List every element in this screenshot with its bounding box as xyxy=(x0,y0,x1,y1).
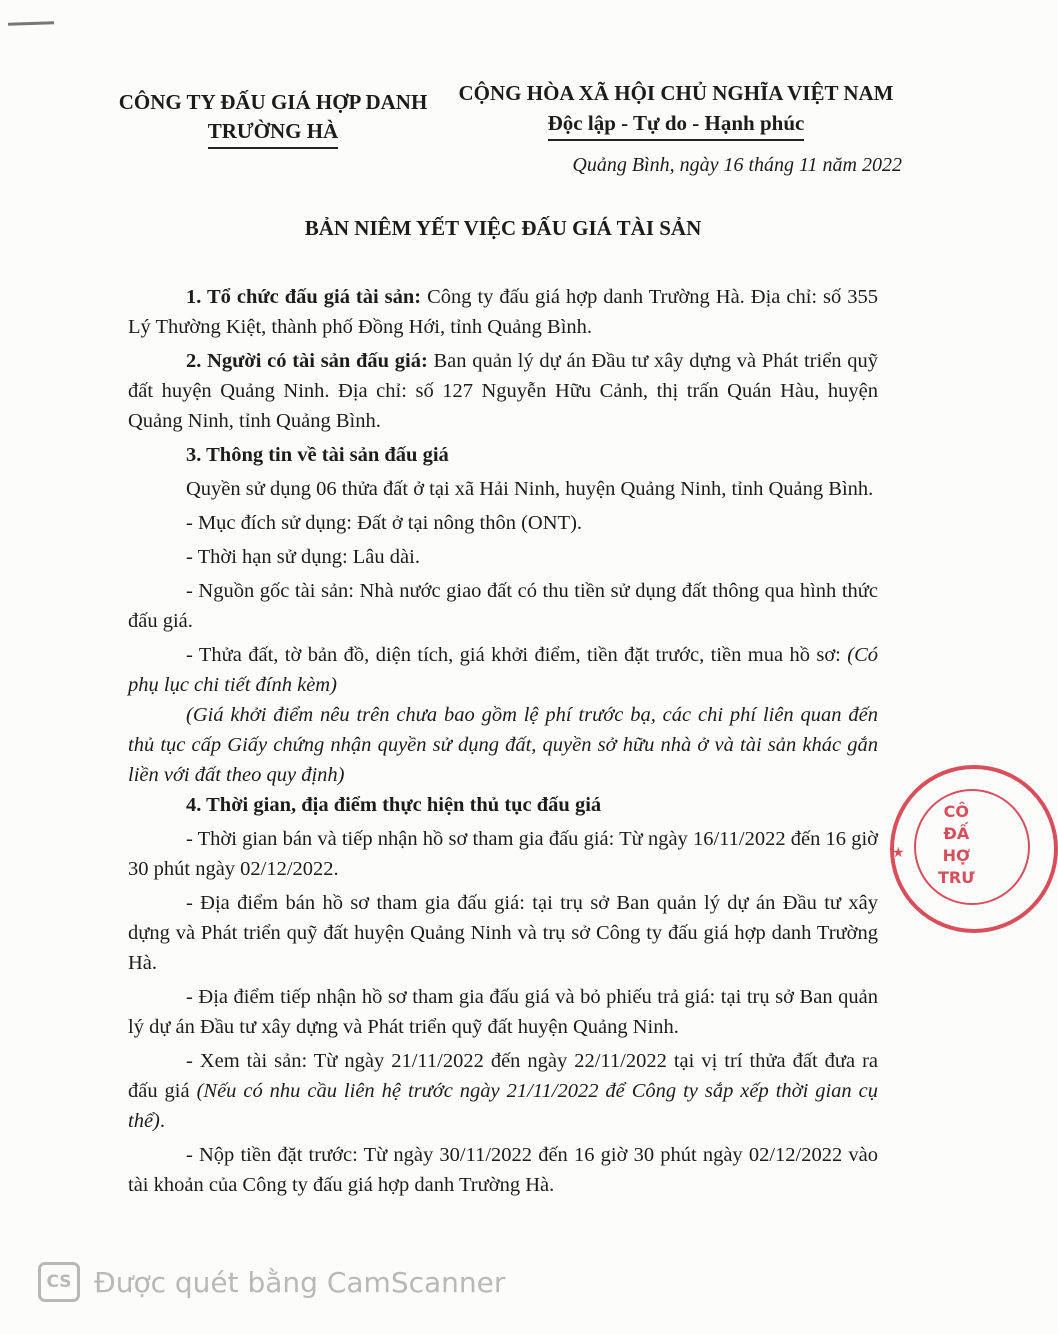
document-body xyxy=(128,282,878,1200)
seal-text-line: ĐẤ xyxy=(943,824,970,843)
section-3-plots-note: (Có phụ lục chi tiết đính kèm) xyxy=(128,644,878,696)
document-date: Quảng Bình, ngày 16 tháng 11 năm 2022 xyxy=(572,154,902,176)
section-4-receive-place: - Địa điểm tiếp nhận hồ sơ tham gia đấu giá và bỏ phiếu trả giá: tại trụ sở Ban quản lý dự án Đầu tư xây dựng và Phát triển quỹ đất huyện Quảng Ninh. xyxy=(128,986,878,1038)
national-motto: Độc lập - Tự do - Hạnh phúc xyxy=(548,108,805,141)
section-4-view xyxy=(128,1046,878,1136)
section-4-sale-time: - Thời gian bán và tiếp nhận hồ sơ tham gia đấu giá: Từ ngày 16/11/2022 đến 16 giờ 30 phút ngày 02/12/2022. xyxy=(128,828,878,880)
scanner-watermark xyxy=(38,1262,505,1302)
section-3-purpose: - Mục đích sử dụng: Đất ở tại nông thôn (ONT). xyxy=(186,512,583,534)
section-1 xyxy=(128,282,878,342)
seal-text xyxy=(938,801,975,889)
seal-star-icon: ★ xyxy=(892,846,905,861)
section-3-intro: Quyền sử dụng 06 thửa đất ở tại xã Hải Ninh, huyện Quảng Ninh, tỉnh Quảng Bình. xyxy=(186,478,874,500)
seal-text-line: TRƯ xyxy=(938,868,975,887)
section-2-heading: 2. Người có tài sản đấu giá: xyxy=(186,350,428,372)
national-title: CỘNG HÒA XÃ HỘI CHỦ NGHĨA VIỆT NAM xyxy=(458,81,894,105)
section-3-origin: - Nguồn gốc tài sản: Nhà nước giao đất có thu tiền sử dụng đất thông qua hình thức đấu giá. xyxy=(128,580,878,632)
section-4-heading: 4. Thời gian, địa điểm thực hiện thủ tục đấu giá xyxy=(186,794,602,816)
section-1-heading: 1. Tổ chức đấu giá tài sản: xyxy=(186,286,422,308)
section-4-sale-place: - Địa điểm bán hồ sơ tham gia đấu giá: tại trụ sở Ban quản lý dự án Đầu tư xây dựng và Phát triển quỹ đất huyện Quảng Ninh và trụ sở Công ty đấu giá hợp danh Trường Hà. xyxy=(128,892,878,974)
seal-text-line: CÔ xyxy=(943,802,969,821)
scan-mark xyxy=(8,21,54,26)
section-3-term: - Thời hạn sử dụng: Lâu dài. xyxy=(186,546,420,568)
section-4-view-note: (Nếu có nhu cầu liên hệ trước ngày 21/11/2022 để Công ty sắp xếp thời gian cụ thể) xyxy=(128,1080,878,1132)
section-3-price-note: (Giá khởi điểm nêu trên chưa bao gồm lệ phí trước bạ, các chi phí liên quan đến thủ tục cấp Giấy chứng nhận quyền sử dụng đất, quyền sở hữu nhà ở và tài sản khác gắn liền với đất theo quy định) xyxy=(128,704,878,786)
seal-text-line: HỢ xyxy=(942,846,970,865)
national-header xyxy=(446,78,906,141)
document-title: BẢN NIÊM YẾT VIỆC ĐẤU GIÁ TÀI SẢN xyxy=(304,216,702,240)
section-4-view-end: . xyxy=(159,1110,165,1132)
company-seal xyxy=(890,765,1058,933)
section-3-heading: 3. Thông tin về tài sản đấu giá xyxy=(186,444,449,466)
company-name-line2: TRƯỜNG HÀ xyxy=(208,117,338,149)
section-4-view-text: - Xem tài sản: Từ ngày 21/11/2022 đến ngày 22/11/2022 tại vị trí thửa đất đưa ra đấu giá xyxy=(128,1050,878,1102)
section-2 xyxy=(128,346,878,436)
section-1-text: Công ty đấu giá hợp danh Trường Hà. Địa chỉ: số 355 Lý Thường Kiệt, thành phố Đồng Hới, tỉnh Quảng Bình. xyxy=(128,286,878,338)
watermark-text: Được quét bằng CamScanner xyxy=(94,1265,506,1299)
company-header xyxy=(108,88,438,149)
camscanner-logo-icon: CS xyxy=(38,1262,80,1302)
section-2-text: Ban quản lý dự án Đầu tư xây dựng và Phát triển quỹ đất huyện Quảng Ninh. Địa chỉ: số 127 Nguyễn Hữu Cảnh, thị trấn Quán Hàu, huyện Quảng Ninh, tỉnh Quảng Bình. xyxy=(128,350,878,432)
section-4-deposit: - Nộp tiền đặt trước: Từ ngày 30/11/2022 đến 16 giờ 30 phút ngày 02/12/2022 vào tài khoản của Công ty đấu giá hợp danh Trường Hà. xyxy=(128,1144,878,1196)
section-3-plots-text: - Thửa đất, tờ bản đồ, diện tích, giá khởi điểm, tiền đặt trước, tiền mua hồ sơ: xyxy=(186,644,848,666)
company-name-line1: CÔNG TY ĐẤU GIÁ HỢP DANH xyxy=(118,90,428,114)
section-3-plots xyxy=(128,640,878,700)
